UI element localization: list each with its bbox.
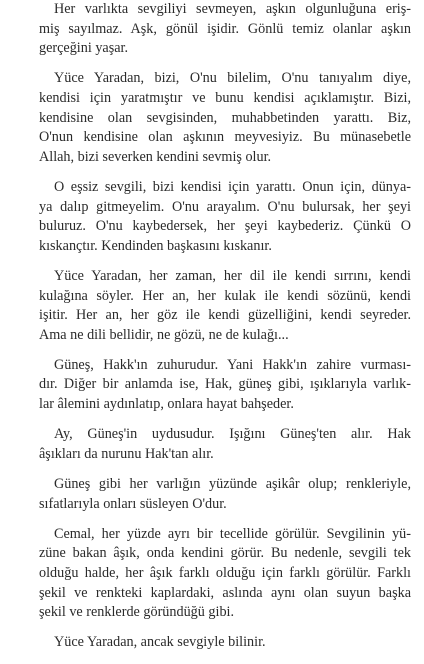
paragraph: [39, 69, 411, 167]
text-line: kıskançtır. Kendinden başkasını kıskanır.: [39, 237, 272, 254]
paragraph: [39, 525, 411, 623]
text-line: Güneş, Hakk'ın zuhurudur. Yani Hakk'ın zahire vurması-: [54, 356, 411, 373]
paragraph: [39, 178, 411, 256]
text-line: O'nun kendisine olan aşkının meyvesiyiz. Bu münasebetle: [39, 129, 411, 146]
text-line: gerçeğini yaşar.: [39, 40, 129, 57]
text-line: Her varlıkta sevgiliyi sevmeyen, aşkın olgunluğuna eriş-: [54, 1, 411, 17]
text-line: sıfatlarıyla onları süsleyen O'dur.: [39, 495, 227, 512]
text-line: dır. Diğer bir anlamda ise, Hak, güneş gibi, ışıklarıyla varlık-: [39, 376, 411, 393]
text-line: Ama ne dili bellidir, ne gözü, ne de kulağı...: [39, 326, 289, 343]
text-line: O eşsiz sevgili, bizi kendisi için yarattı. Onun için, dünya-: [54, 178, 411, 195]
paragraph: [39, 633, 411, 653]
text-line: şekil ve renkteki kaplardaki, aslında aynı olan suyun başka: [39, 584, 411, 601]
book-page: [39, 0, 411, 664]
text-line: Yüce Yaradan, bizi, O'nu bilelim, O'nu tanıyalım diye,: [54, 70, 411, 87]
text-line: ya dalıp gitmeyelim. O'nu arayalım. O'nu bulursak, her şeyi: [39, 198, 411, 215]
text-line: miş sayılmaz. Aşk, gönül işidir. Gönlü temiz olanlar aşkın: [39, 20, 411, 37]
text-line: lar âlemini aydınlatıp, onlara hayat bahşeder.: [39, 396, 294, 413]
text-line: Güneş gibi her varlığın yüzünde aşikâr olup; renkleriyle,: [54, 476, 411, 493]
text-line: Cemal, her yüzde ayrı bir tecellide görülür. Sevgilinin yü-: [54, 525, 411, 542]
text-line: Yüce Yaradan, her zaman, her dil ile kendi sırrını, kendi: [54, 267, 411, 284]
paragraph: [39, 425, 411, 464]
text-line: âşıkları da nurunu Hak'tan alır.: [39, 445, 214, 462]
paragraph: [39, 267, 411, 345]
text-line: buluruz. O'nu kaybedersek, her şeyi kaybederiz. Çünkü O: [39, 218, 411, 235]
paragraph: [39, 356, 411, 415]
text-line: Allah, bizi severken kendini sevmiş olur.: [39, 148, 272, 165]
text-line: Yüce Yaradan, ancak sevgiyle bilinir.: [54, 634, 266, 651]
text-line: olduğu halde, her âşık farklı olduğu için farklı görülür. Farklı: [39, 565, 411, 581]
paragraph: [39, 0, 411, 59]
text-line: kulağına söyler. Her an, her kulak ile kendi sözünü, kendi: [39, 287, 411, 304]
text-line: züne bakan âşık, onda kendini görür. Bu nedenle, sevgili tek: [39, 545, 411, 562]
text-line: Ay, Güneş'in uydusudur. Işığını Güneş'ten alır. Hak: [54, 426, 411, 443]
paragraph: [39, 475, 411, 514]
text-line: şekil ve renklerde göründüğü gibi.: [39, 604, 235, 621]
text-line: kendisi için yaratmıştır ve bunu kendisi açıklamıştır. Bizi,: [39, 89, 411, 106]
text-line: kendisine olan sevgisinden, muhabbetinden yarattı. Biz,: [39, 109, 411, 126]
text-line: işitir. Her an, her göz ile kendi güzelliğini, kendi seyreder.: [39, 307, 411, 324]
